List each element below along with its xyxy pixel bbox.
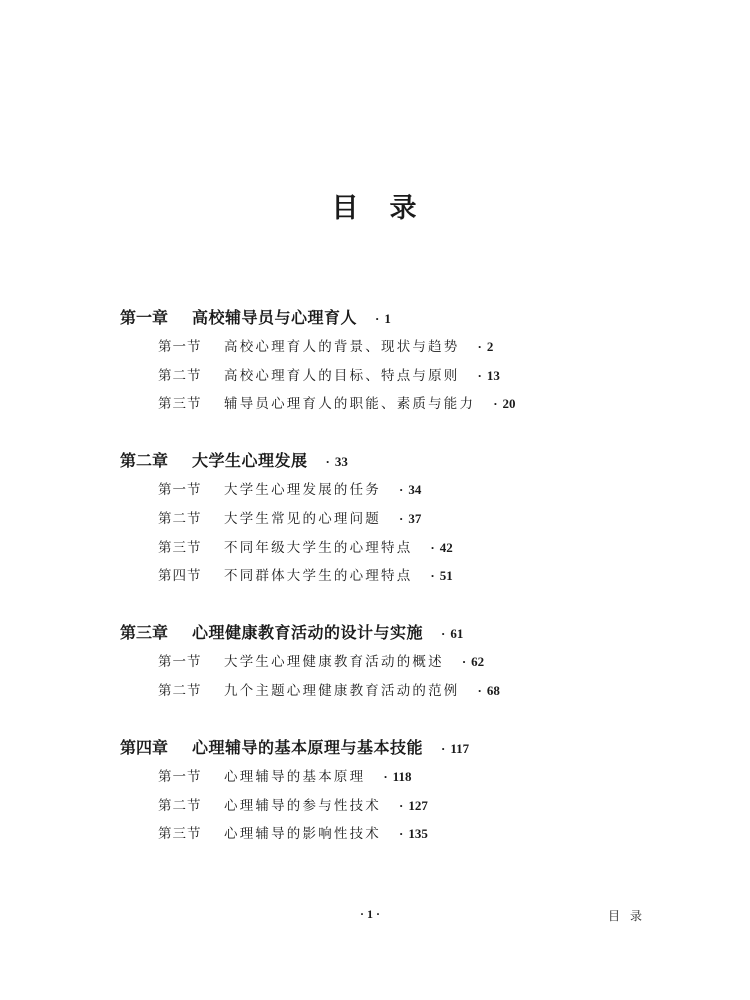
- section-number: 第三节: [158, 396, 202, 412]
- toc-chapter-1[interactable]: [120, 307, 391, 329]
- page-title: 目 录: [331, 193, 419, 224]
- section-number: 第一节: [158, 654, 202, 670]
- toc-chapter-3[interactable]: [120, 622, 463, 644]
- toc-section-1-3[interactable]: [158, 393, 516, 415]
- section-number: 第四节: [158, 568, 202, 584]
- section-page-number: · 127: [399, 795, 428, 817]
- chapter-number: 第一章: [120, 308, 169, 327]
- chapter-title: 心理辅导的基本原理与基本技能: [192, 738, 424, 757]
- section-number: 第二节: [158, 511, 202, 527]
- section-title: 大学生常见的心理问题: [224, 511, 381, 527]
- section-page-number: · 37: [399, 508, 421, 530]
- footer-page-number: · 1 ·: [359, 907, 380, 921]
- section-number: 第三节: [158, 826, 202, 842]
- toc-section-3-1[interactable]: [158, 651, 484, 673]
- toc-section-1-1[interactable]: [158, 336, 493, 358]
- chapter-number: 第三章: [120, 623, 169, 642]
- section-title: 高校心理育人的目标、特点与原则: [224, 368, 460, 384]
- section-page-number: · 42: [430, 537, 452, 559]
- section-page-number: · 118: [383, 766, 411, 788]
- toc-section-4-1[interactable]: [158, 766, 411, 788]
- toc-section-3-2[interactable]: [158, 680, 500, 702]
- section-number: 第一节: [158, 769, 202, 785]
- chapter-page-number: · 117: [441, 738, 469, 760]
- chapter-title: 大学生心理发展: [192, 451, 308, 470]
- toc-section-1-2[interactable]: [158, 365, 500, 387]
- footer-running-title: 目录: [608, 909, 653, 923]
- section-number: 第一节: [158, 339, 202, 355]
- toc-section-2-3[interactable]: [158, 537, 453, 559]
- section-title: 大学生心理发展的任务: [224, 482, 381, 498]
- chapter-page-number: · 61: [441, 623, 463, 645]
- section-page-number: · 34: [399, 479, 421, 501]
- section-number: 第一节: [158, 482, 202, 498]
- chapter-page-number: · 33: [326, 451, 348, 473]
- section-page-number: · 20: [493, 393, 515, 415]
- section-title: 九个主题心理健康教育活动的范例: [224, 683, 460, 699]
- section-title: 高校心理育人的背景、现状与趋势: [224, 339, 460, 355]
- section-page-number: · 68: [478, 680, 500, 702]
- section-title: 不同年级大学生的心理特点: [224, 540, 413, 556]
- chapter-title: 高校辅导员与心理育人: [192, 308, 358, 327]
- section-page-number: · 13: [478, 365, 500, 387]
- toc-section-4-2[interactable]: [158, 795, 428, 817]
- chapter-title: 心理健康教育活动的设计与实施: [192, 623, 424, 642]
- section-title: 心理辅导的基本原理: [224, 769, 366, 785]
- toc-section-2-1[interactable]: [158, 479, 421, 501]
- section-title: 心理辅导的参与性技术: [224, 798, 381, 814]
- section-number: 第二节: [158, 798, 202, 814]
- section-page-number: · 2: [478, 336, 494, 358]
- section-title: 心理辅导的影响性技术: [224, 826, 381, 842]
- toc-chapter-2[interactable]: [120, 450, 348, 472]
- section-number: 第三节: [158, 540, 202, 556]
- section-number: 第二节: [158, 368, 202, 384]
- section-title: 不同群体大学生的心理特点: [224, 568, 413, 584]
- section-page-number: · 62: [462, 651, 484, 673]
- section-number: 第二节: [158, 683, 202, 699]
- toc-section-2-2[interactable]: [158, 508, 421, 530]
- chapter-page-number: · 1: [375, 308, 391, 330]
- toc-section-4-3[interactable]: [158, 823, 428, 845]
- chapter-number: 第二章: [120, 451, 169, 470]
- section-page-number: · 135: [399, 823, 428, 845]
- section-page-number: · 51: [430, 565, 452, 587]
- section-title: 大学生心理健康教育活动的概述: [224, 654, 444, 670]
- toc-section-2-4[interactable]: [158, 565, 453, 587]
- section-title: 辅导员心理育人的职能、素质与能力: [224, 396, 476, 412]
- chapter-number: 第四章: [120, 738, 169, 757]
- toc-chapter-4[interactable]: [120, 737, 469, 759]
